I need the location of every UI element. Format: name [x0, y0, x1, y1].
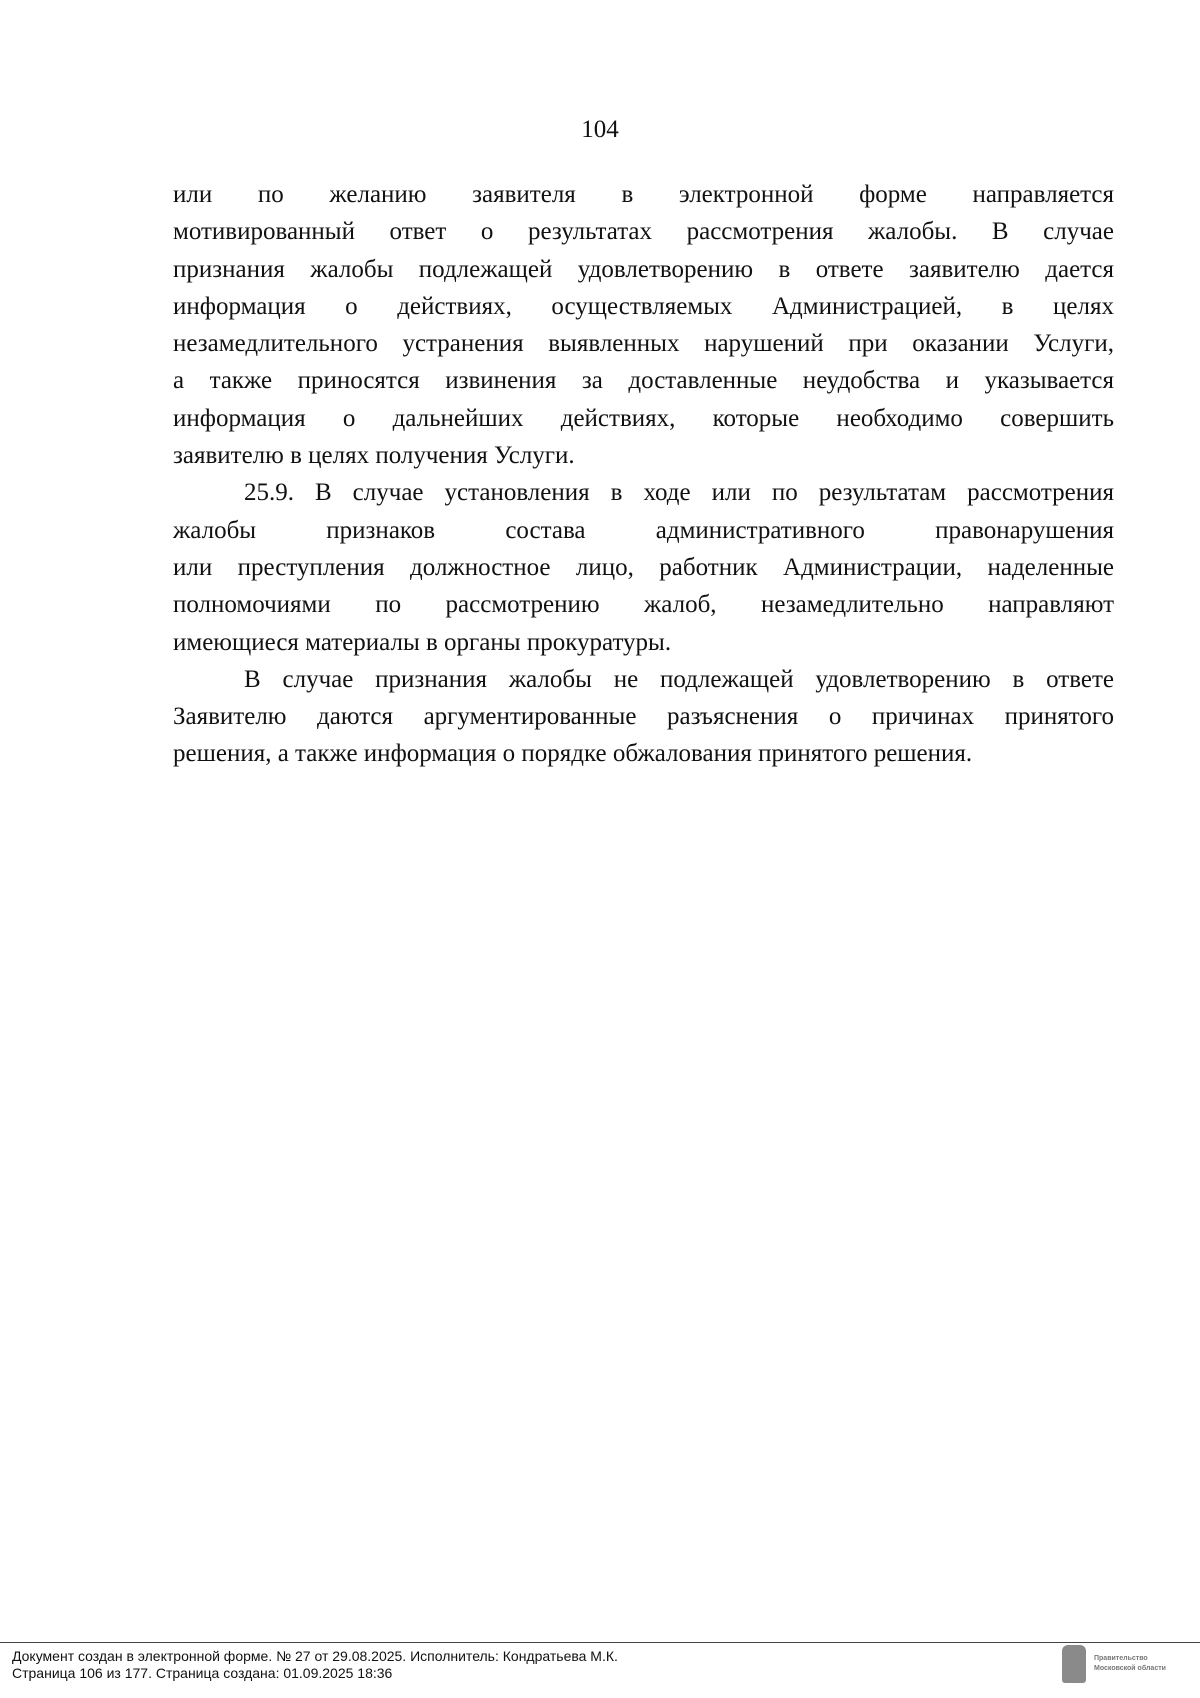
text-line: полномочиями по рассмотрению жалоб, незамедлительно направляют [173, 591, 1114, 619]
paragraph [173, 474, 1114, 660]
footer-page-info: Страница 106 из 177. Страница создана: 01.09.2025 18:36 [12, 1665, 393, 1681]
footer-divider [0, 1642, 1200, 1643]
text-line: мотивированный ответ о результатах рассмотрения жалобы. В случае [173, 218, 1114, 246]
text-line: а также приносятся извинения за доставленные неудобства и указывается [173, 367, 1114, 395]
paragraph [173, 176, 1114, 474]
footer [12, 1648, 618, 1682]
text-line: незамедлительного устранения выявленных нарушений при оказании Услуги, [173, 330, 1114, 358]
page-number: 104 [581, 116, 619, 143]
text-line: 25.9. В случае установления в ходе или по результатам рассмотрения [244, 479, 1114, 507]
text-line: информация о действиях, осуществляемых Администрацией, в целях [173, 292, 1114, 320]
text-line: В случае признания жалобы не подлежащей удовлетворению в ответе [244, 665, 1114, 693]
paragraph [173, 661, 1114, 773]
text-line: или преступления должностное лицо, работник Администрации, наделенные [173, 553, 1114, 581]
text-line: или по желанию заявителя в электронной форме направляется [173, 181, 1114, 208]
text-line: признания жалобы подлежащей удовлетворению в ответе заявителю дается [173, 255, 1114, 283]
text-line: решения, а также информация о порядке обжалования принятого решения. [173, 740, 973, 768]
document-body [173, 176, 1114, 773]
footer-document-info: Документ создан в электронной форме. № 27 от 29.08.2025. Исполнитель: Кондратьева М.К. [12, 1648, 618, 1664]
text-line: имеющиеся материалы в органы прокуратуры. [173, 628, 672, 656]
logo-text: Правительство Московской области [1094, 1655, 1166, 1672]
text-line: жалобы признаков состава административного правонарушения [173, 516, 1114, 544]
government-logo [1062, 1645, 1166, 1683]
text-line: заявителю в целях получения Услуги. [173, 442, 575, 470]
coat-of-arms-icon [1062, 1645, 1086, 1683]
text-line: Заявителю даются аргументированные разъяснения о причинах принятого [173, 703, 1114, 731]
text-line: информация о дальнейших действиях, которые необходимо совершить [173, 404, 1114, 432]
